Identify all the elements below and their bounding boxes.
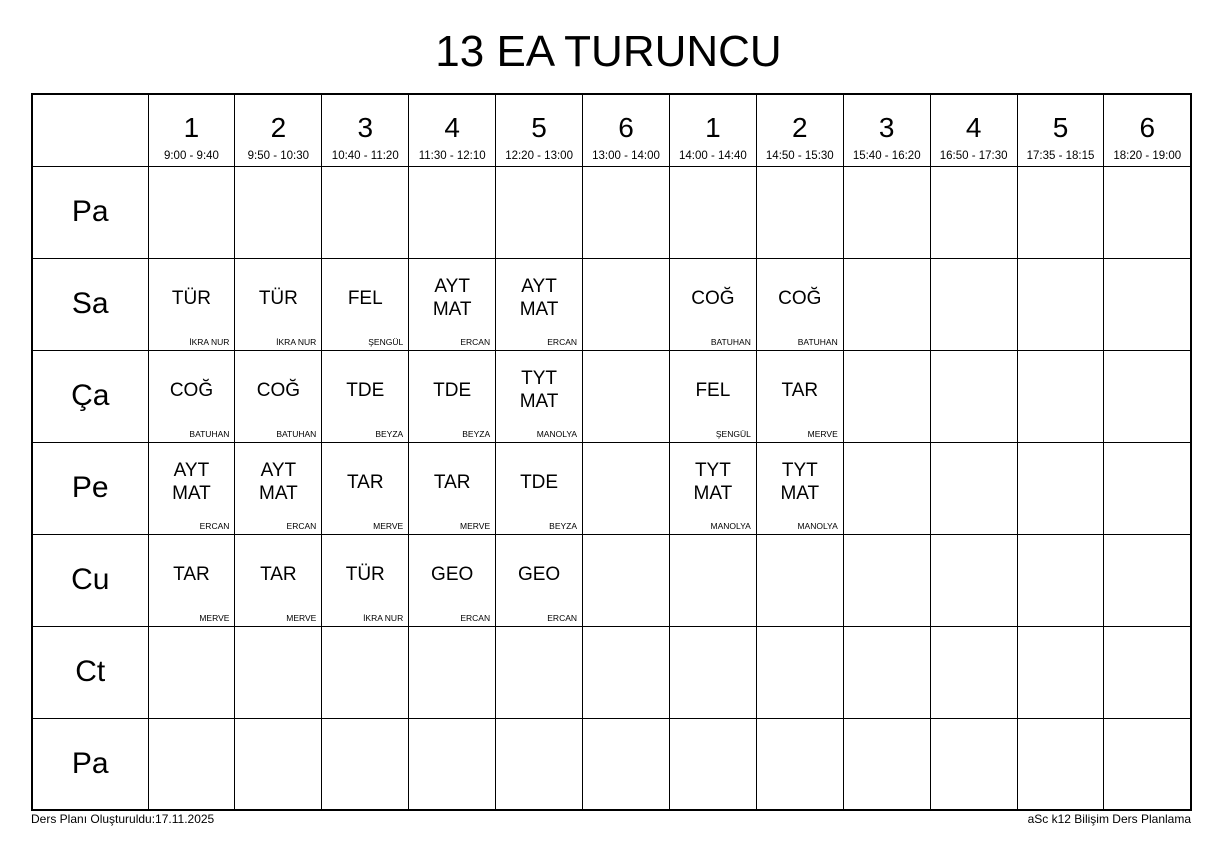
lesson-teacher: MERVE bbox=[460, 520, 491, 531]
lesson-subject: TÜR bbox=[171, 287, 211, 309]
period-time: 18:20 - 19:00 bbox=[1113, 150, 1182, 162]
day-row bbox=[32, 718, 1191, 810]
period-header bbox=[409, 94, 496, 166]
lesson-teacher: MERVE bbox=[373, 520, 404, 531]
empty-cell bbox=[930, 626, 1017, 718]
lesson-cell[interactable] bbox=[496, 350, 583, 442]
empty-cell bbox=[1104, 626, 1191, 718]
empty-cell bbox=[669, 166, 756, 258]
lesson-subject: COĞ bbox=[778, 287, 822, 309]
day-row bbox=[32, 350, 1191, 442]
lesson-teacher: MERVE bbox=[807, 428, 838, 439]
lesson-teacher: BEYZA bbox=[462, 428, 491, 439]
empty-cell bbox=[1104, 350, 1191, 442]
empty-cell bbox=[1104, 166, 1191, 258]
period-header bbox=[583, 94, 670, 166]
lesson-cell[interactable] bbox=[496, 258, 583, 350]
empty-cell bbox=[1104, 442, 1191, 534]
lesson-teacher: MANOLYA bbox=[797, 520, 838, 531]
day-row bbox=[32, 534, 1191, 626]
empty-cell bbox=[148, 626, 235, 718]
empty-cell bbox=[930, 442, 1017, 534]
empty-cell bbox=[930, 166, 1017, 258]
lesson-cell[interactable] bbox=[235, 534, 322, 626]
lesson-teacher: ERCAN bbox=[286, 520, 317, 531]
empty-cell bbox=[1017, 166, 1104, 258]
lesson-teacher: MERVE bbox=[286, 612, 317, 623]
period-time: 17:35 - 18:15 bbox=[1026, 150, 1095, 162]
lesson-teacher: BATUHAN bbox=[710, 336, 751, 347]
period-header bbox=[235, 94, 322, 166]
lesson-cell[interactable] bbox=[235, 350, 322, 442]
lesson-teacher: ERCAN bbox=[460, 336, 491, 347]
day-name: Pa bbox=[32, 718, 148, 810]
empty-cell bbox=[669, 534, 756, 626]
lesson-cell[interactable] bbox=[235, 258, 322, 350]
lesson-teacher: BEYZA bbox=[549, 520, 578, 531]
empty-cell bbox=[235, 626, 322, 718]
period-time: 11:30 - 12:10 bbox=[418, 150, 486, 162]
empty-cell bbox=[669, 626, 756, 718]
period-number: 2 bbox=[792, 112, 808, 143]
lesson-cell[interactable] bbox=[322, 258, 409, 350]
timetable bbox=[31, 93, 1192, 811]
empty-cell bbox=[843, 166, 930, 258]
lesson-teacher: ERCAN bbox=[460, 612, 491, 623]
lesson-subject: TDE bbox=[520, 471, 559, 493]
empty-cell bbox=[583, 718, 670, 810]
lesson-subject: AYT MAT bbox=[259, 460, 298, 504]
period-header bbox=[1104, 94, 1191, 166]
lesson-subject: TDE bbox=[346, 379, 385, 401]
lesson-cell[interactable] bbox=[669, 350, 756, 442]
lesson-subject: TAR bbox=[346, 471, 384, 493]
lesson-cell[interactable] bbox=[148, 258, 235, 350]
lesson-cell[interactable] bbox=[669, 442, 756, 534]
day-name: Pa bbox=[32, 166, 148, 258]
period-number: 6 bbox=[1139, 112, 1156, 143]
empty-cell bbox=[148, 718, 235, 810]
empty-cell bbox=[1017, 534, 1104, 626]
day-row bbox=[32, 166, 1191, 258]
empty-cell bbox=[669, 718, 756, 810]
empty-cell bbox=[1017, 626, 1104, 718]
software-credit-label: aSc k12 Bilişim Ders Planlama bbox=[1027, 812, 1191, 826]
lesson-cell[interactable] bbox=[409, 534, 496, 626]
empty-cell bbox=[583, 166, 670, 258]
lesson-teacher: MANOLYA bbox=[536, 428, 578, 439]
lesson-subject: TDE bbox=[433, 379, 472, 401]
empty-cell bbox=[843, 534, 930, 626]
period-time: 14:50 - 15:30 bbox=[765, 150, 834, 162]
empty-cell bbox=[148, 166, 235, 258]
day-name: Ça bbox=[32, 350, 148, 442]
period-header bbox=[322, 94, 409, 166]
period-number: 5 bbox=[531, 112, 547, 143]
lesson-subject: FEL bbox=[347, 287, 383, 309]
lesson-cell[interactable] bbox=[756, 350, 843, 442]
empty-cell bbox=[930, 350, 1017, 442]
empty-cell bbox=[583, 442, 670, 534]
empty-cell bbox=[930, 258, 1017, 350]
empty-cell bbox=[496, 626, 583, 718]
period-number: 3 bbox=[878, 112, 895, 143]
period-number: 4 bbox=[965, 112, 982, 143]
empty-cell bbox=[756, 534, 843, 626]
lesson-teacher: ERCAN bbox=[199, 520, 230, 531]
period-number: 2 bbox=[270, 112, 287, 143]
lesson-cell[interactable] bbox=[235, 442, 322, 534]
created-date-label: Ders Planı Oluşturuldu:17.11.2025 bbox=[31, 812, 215, 826]
lesson-teacher: ERCAN bbox=[547, 336, 578, 347]
lesson-subject: TAR bbox=[781, 379, 819, 401]
empty-cell bbox=[583, 258, 670, 350]
empty-cell bbox=[322, 626, 409, 718]
lesson-teacher: İKRA NUR bbox=[276, 336, 317, 347]
lesson-subject: TAR bbox=[173, 563, 210, 585]
lesson-subject: AYT MAT bbox=[172, 460, 211, 504]
period-number: 5 bbox=[1052, 112, 1069, 143]
lesson-subject: TÜR bbox=[345, 563, 385, 585]
empty-cell bbox=[843, 350, 930, 442]
period-header bbox=[669, 94, 756, 166]
period-time: 16:50 - 17:30 bbox=[939, 150, 1008, 162]
empty-cell bbox=[496, 718, 583, 810]
empty-cell bbox=[583, 350, 670, 442]
period-number: 1 bbox=[183, 112, 200, 143]
empty-cell bbox=[583, 626, 670, 718]
lesson-subject: AYT MAT bbox=[519, 276, 559, 320]
empty-cell bbox=[843, 626, 930, 718]
lesson-subject: TYT MAT bbox=[519, 368, 559, 412]
period-time: 14:00 - 14:40 bbox=[679, 150, 747, 162]
lesson-cell[interactable] bbox=[322, 534, 409, 626]
day-row bbox=[32, 626, 1191, 718]
page-title: 13 EA TURUNCU bbox=[435, 27, 782, 76]
lesson-teacher: ŞENGÜL bbox=[368, 336, 404, 347]
lesson-cell[interactable] bbox=[148, 350, 235, 442]
lesson-cell[interactable] bbox=[148, 442, 235, 534]
empty-cell bbox=[756, 626, 843, 718]
empty-cell bbox=[583, 534, 670, 626]
empty-cell bbox=[843, 258, 930, 350]
lesson-cell[interactable] bbox=[322, 350, 409, 442]
empty-cell bbox=[1017, 258, 1104, 350]
lesson-subject: FEL bbox=[695, 379, 731, 401]
lesson-subject: AYT MAT bbox=[432, 276, 472, 320]
lesson-subject: COĞ bbox=[256, 379, 300, 401]
empty-cell bbox=[235, 166, 322, 258]
empty-cell bbox=[409, 626, 496, 718]
lesson-cell[interactable] bbox=[148, 534, 235, 626]
period-time: 10:40 - 11:20 bbox=[331, 150, 399, 162]
lesson-cell[interactable] bbox=[496, 534, 583, 626]
lesson-teacher: İKRA NUR bbox=[363, 612, 404, 623]
period-time: 13:00 - 14:00 bbox=[592, 150, 660, 162]
lesson-cell[interactable] bbox=[496, 442, 583, 534]
period-header bbox=[756, 94, 843, 166]
period-number: 6 bbox=[618, 112, 634, 143]
lesson-teacher: BATUHAN bbox=[189, 428, 230, 439]
lesson-cell[interactable] bbox=[756, 258, 843, 350]
lesson-teacher: İKRA NUR bbox=[189, 336, 230, 347]
empty-cell bbox=[843, 718, 930, 810]
day-name: Pe bbox=[32, 442, 148, 534]
lesson-subject: COĞ bbox=[169, 379, 214, 401]
lesson-subject: TYT MAT bbox=[693, 460, 733, 504]
empty-cell bbox=[756, 718, 843, 810]
lesson-subject: GEO bbox=[431, 563, 474, 585]
lesson-cell[interactable] bbox=[669, 258, 756, 350]
empty-cell bbox=[1017, 350, 1104, 442]
period-header bbox=[930, 94, 1017, 166]
lesson-subject: TYT MAT bbox=[780, 460, 820, 504]
lesson-cell[interactable] bbox=[409, 258, 496, 350]
period-time: 12:20 - 13:00 bbox=[505, 150, 573, 162]
day-name: Cu bbox=[32, 534, 148, 626]
period-header bbox=[148, 94, 235, 166]
empty-cell bbox=[1104, 534, 1191, 626]
lesson-teacher: BATUHAN bbox=[276, 428, 317, 439]
empty-cell bbox=[409, 718, 496, 810]
day-row bbox=[32, 442, 1191, 534]
period-time: 15:40 - 16:20 bbox=[852, 150, 921, 162]
empty-cell bbox=[1017, 442, 1104, 534]
lesson-cell[interactable] bbox=[756, 442, 843, 534]
lesson-teacher: ERCAN bbox=[547, 612, 578, 623]
lesson-subject: GEO bbox=[517, 563, 561, 585]
period-number: 1 bbox=[705, 112, 721, 143]
lesson-teacher: BEYZA bbox=[375, 428, 404, 439]
empty-cell bbox=[322, 718, 409, 810]
period-number: 3 bbox=[357, 112, 374, 143]
day-row bbox=[32, 258, 1191, 350]
lesson-subject: COĞ bbox=[691, 287, 735, 309]
lesson-teacher: MERVE bbox=[199, 612, 230, 623]
empty-cell bbox=[1104, 258, 1191, 350]
lesson-teacher: ŞENGÜL bbox=[715, 428, 751, 439]
lesson-cell[interactable] bbox=[322, 442, 409, 534]
period-header bbox=[496, 94, 583, 166]
day-name: Ct bbox=[32, 626, 148, 718]
empty-cell bbox=[496, 166, 583, 258]
empty-cell bbox=[1017, 718, 1104, 810]
lesson-teacher: MANOLYA bbox=[710, 520, 751, 531]
empty-cell bbox=[930, 718, 1017, 810]
empty-cell bbox=[322, 166, 409, 258]
corner-cell bbox=[32, 94, 148, 166]
lesson-subject: TAR bbox=[260, 563, 297, 585]
empty-cell bbox=[235, 718, 322, 810]
period-header bbox=[843, 94, 930, 166]
day-name: Sa bbox=[32, 258, 148, 350]
lesson-subject: TÜR bbox=[258, 287, 298, 309]
period-time: 9:50 - 10:30 bbox=[247, 150, 310, 162]
empty-cell bbox=[930, 534, 1017, 626]
lesson-cell[interactable] bbox=[409, 350, 496, 442]
period-header-row bbox=[32, 94, 1191, 166]
period-number: 4 bbox=[444, 112, 460, 143]
empty-cell bbox=[409, 166, 496, 258]
lesson-teacher: BATUHAN bbox=[797, 336, 838, 347]
lesson-subject: TAR bbox=[433, 471, 471, 493]
lesson-cell[interactable] bbox=[409, 442, 496, 534]
period-time: 9:00 - 9:40 bbox=[163, 150, 219, 162]
empty-cell bbox=[1104, 718, 1191, 810]
empty-cell bbox=[843, 442, 930, 534]
period-header bbox=[1017, 94, 1104, 166]
empty-cell bbox=[756, 166, 843, 258]
